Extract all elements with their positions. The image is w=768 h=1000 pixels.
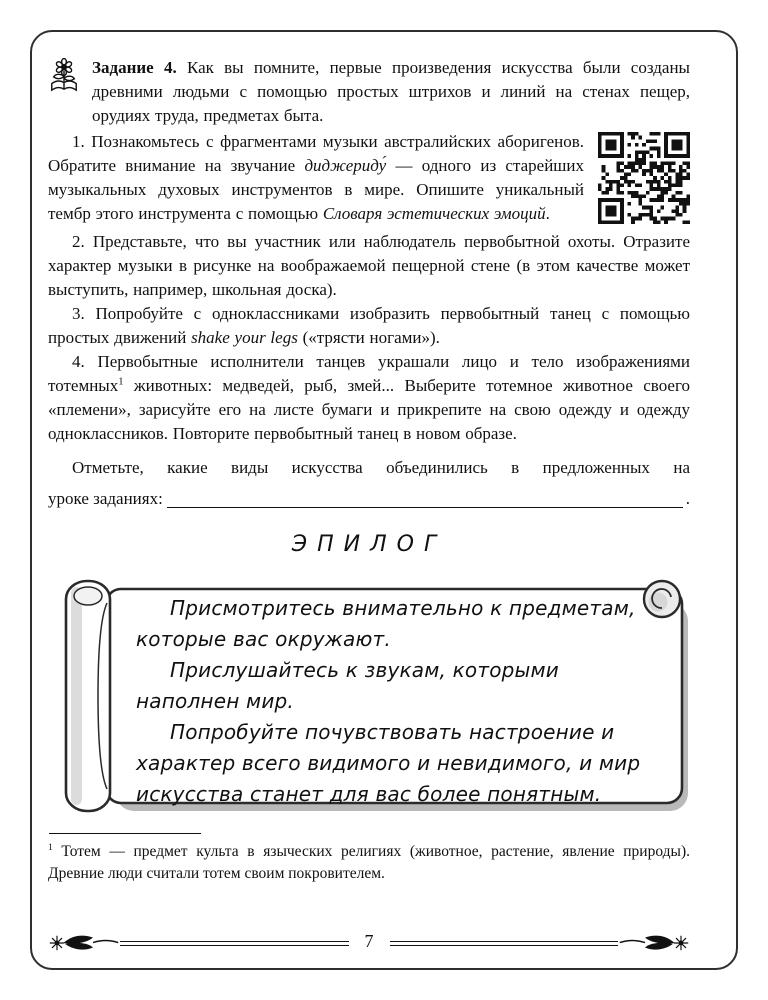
paragraph-item-3: 3. Попробуйте с одноклассниками изобразить первобытный танец с помощью простых движений shake your legs («трясти ногами»).	[48, 304, 690, 347]
write-in-period: .	[685, 489, 690, 508]
footer-ornament-right-icon	[618, 932, 690, 954]
write-in-line	[48, 486, 690, 512]
footer-ornament-left-icon	[48, 932, 120, 954]
footnote	[48, 833, 690, 885]
page-frame	[30, 30, 738, 970]
paragraph-item-2: 2. Представьте, что вы участник или наблюдатель первобытной охоты. Отразите характер музыки в рисунке на воображаемой пещерной стене (в этом качестве может выступить, например, школьная доска).	[48, 232, 690, 299]
paragraph-item-1	[48, 130, 690, 230]
footnote-rule	[49, 833, 201, 834]
epilog-scroll	[50, 569, 702, 821]
footnote-text: $^1$ Тотем — предмет культа в языческих религиях (животное, растение, явление природы). Древние люди считали тотем своим покровителем.	[48, 841, 690, 882]
epilog-line: Присмотритесь внимательно к предметам, которые вас окружают.	[136, 596, 636, 651]
epilog-line: Прислушайтесь к звукам, которыми наполнен мир.	[136, 658, 560, 713]
write-in-blank	[167, 506, 683, 508]
paragraph-intro-text: Задание 4. Как вы помните, первые произведения искусства были созданы древними людьми с помощью простых штрихов и линий на стенах пещер, орудиях труда, предметах быта.	[92, 58, 690, 125]
epilog-text	[136, 593, 644, 810]
epilog-line: Попробуйте почувствовать настроение и характер всего видимого и невидимого, и мир искусства станет для вас более понятным.	[136, 720, 641, 806]
footer-rule-left	[120, 941, 349, 946]
paragraph-task-intro	[48, 56, 690, 128]
page-footer	[48, 926, 690, 954]
paragraph-item-4: 4. Первобытные исполнители танцев украшали лицо и тело изображениями тотемных$^1$ животных: медведей, рыб, змей... Выберите тотемное животное своего «племени», зарисуйте его на листе бумаги и прикрепите на свою одежду и одежду одноклассников. Повторите первобытный танец в новом образе.	[48, 352, 690, 443]
item-1-text: 1. Познакомьтесь с фрагментами музыки австралийских аборигенов. Обратите внимание на звучание диджериду́ — одного из старейших музыкальных духовых инструментов в мире. Опишите уникальный тембр этого инструмента с помощью Словаря эстетических эмоций.	[48, 132, 584, 223]
flower-book-icon	[48, 58, 80, 94]
epilog-title: ЭПИЛОГ	[291, 532, 447, 557]
page-number: 7	[364, 930, 374, 951]
footer-rule-right	[390, 941, 619, 946]
paragraph-summary: Отметьте, какие виды искусства объединились в предложенных на	[72, 458, 690, 477]
write-in-label: уроке заданиях:	[48, 489, 163, 508]
qr-code	[598, 132, 690, 224]
